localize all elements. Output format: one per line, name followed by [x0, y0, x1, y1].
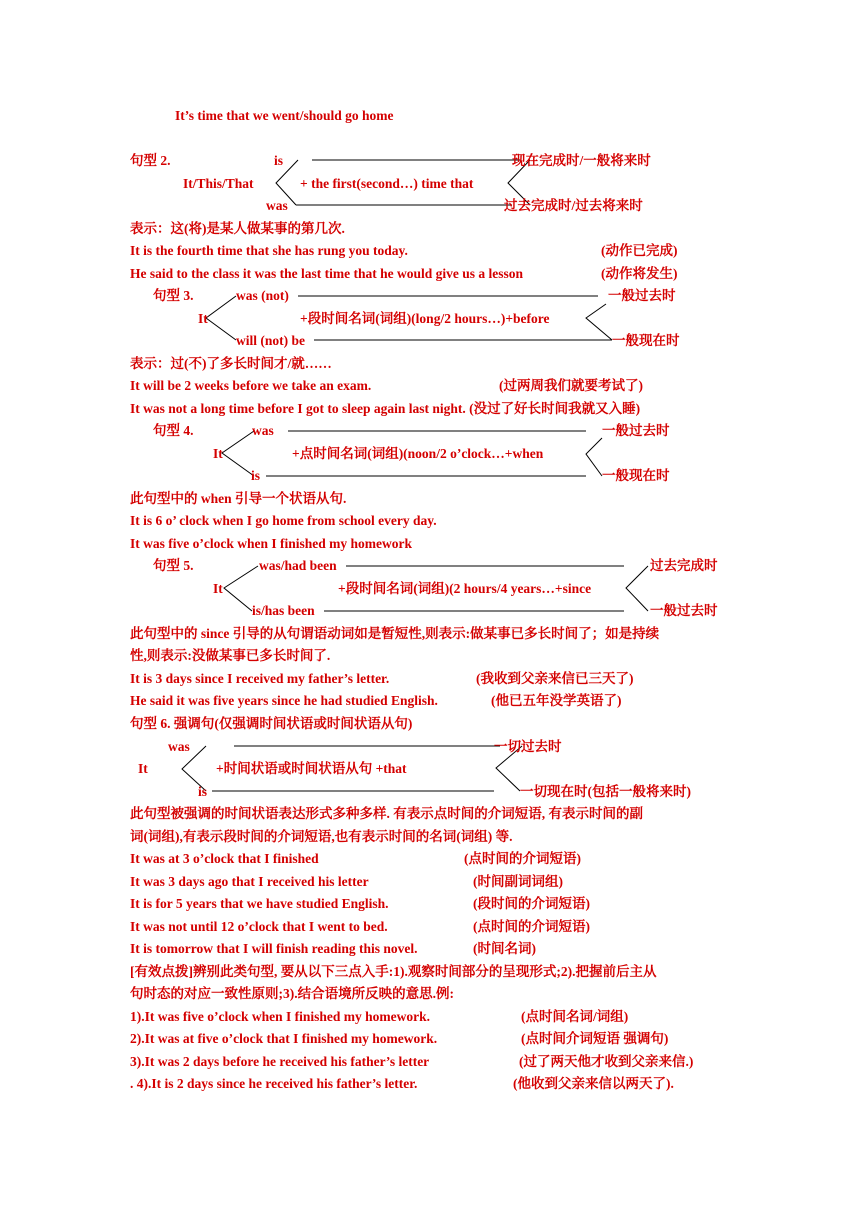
p2-example-1: It is the fourth time that she has rung you today. — [130, 243, 408, 258]
p5-bottom: is/has been — [252, 603, 315, 618]
tips-example-2-note: (点时间介词短语 强调句) — [521, 1031, 669, 1046]
p3-right-bracket — [586, 304, 612, 340]
p4-note: 此句型中的 when 引导一个状语从句. — [130, 491, 347, 506]
p6-example-2-note: (时间副词词组) — [473, 874, 563, 889]
p5-right-bottom: 一般过去时 — [650, 603, 718, 618]
p5-top: was/had been — [259, 558, 337, 573]
tips-line-1: [有效点拨]辨别此类句型, 要从以下三点入手:1).观察时间部分的呈现形式;2).把握前后主从 — [130, 964, 657, 979]
tips-example-3-note: (过了两天他才收到父亲来信.) — [519, 1054, 694, 1069]
p6-right-top: 一切过去时 — [494, 739, 562, 754]
p6-example-1-note: (点时间的介词短语) — [464, 851, 581, 866]
p3-label: 句型 3. — [153, 288, 194, 303]
p3-meaning: 表示：过(不)了多长时间才/就…… — [130, 356, 332, 371]
tips-example-1: 1).It was five o’clock when I finished my homework. — [130, 1009, 430, 1024]
p4-right-top: 一般过去时 — [602, 423, 670, 438]
p2-right-bottom: 过去完成时/过去将来时 — [504, 198, 643, 213]
p5-note-line-2: 性,则表示:没做某事已多长时间了. — [130, 648, 331, 663]
p5-example-2-note: (他已五年没学英语了) — [491, 693, 622, 708]
p2-middle: + the first(second…) time that — [300, 176, 474, 191]
p6-example-3-note: (段时间的介词短语) — [473, 896, 590, 911]
p6-right-bottom: 一切现在时(包括一般将来时) — [520, 784, 691, 799]
p2-example-2-note: (动作将发生) — [601, 266, 678, 281]
p6-note-line-2: 词(词组),有表示段时间的介词短语,也有表示时间的名词(词组) 等. — [130, 829, 513, 844]
p5-middle: +段时间名词(词组)(2 hours/4 years…+since — [338, 581, 592, 596]
tips-example-4-note: (他收到父亲来信以两天了). — [513, 1076, 674, 1091]
p6-example-4-note: (点时间的介词短语) — [473, 919, 590, 934]
doc-title: It’s time that we went/should go home — [175, 108, 394, 123]
tips-example-4: . 4).It is 2 days since he received his father’s letter. — [130, 1076, 418, 1091]
p2-subject: It/This/That — [183, 176, 254, 191]
tips-line-2: 句时态的对应一致性原则;3).结合语境所反映的意思.例: — [130, 986, 454, 1001]
p4-example-1: It is 6 o’ clock when I go home from school every day. — [130, 513, 437, 528]
p3-top: was (not) — [236, 288, 289, 303]
p4-right-bracket — [586, 438, 602, 476]
p2-example-2: He said to the class it was the last time that he would give us a lesson — [130, 266, 524, 281]
p5-note-line-1: 此句型中的 since 引导的从句谓语动词如是暂短性,则表示:做某事已多长时间了；如是持续 — [130, 626, 660, 641]
p5-example-1: It is 3 days since I received my father’s letter. — [130, 671, 390, 686]
p6-example-5: It is tomorrow that I will finish reading this novel. — [130, 941, 418, 956]
p4-subject: It — [213, 446, 223, 461]
p5-label: 句型 5. — [153, 558, 194, 573]
p6-example-2: It was 3 days ago that I received his letter — [130, 874, 369, 889]
p4-top: was — [252, 423, 274, 438]
p3-example-1-note: (过两周我们就要考试了) — [499, 378, 643, 393]
p4-left-bracket — [222, 431, 254, 476]
p5-example-1-note: (我收到父亲来信已三天了) — [476, 671, 634, 686]
p5-example-2: He said it was five years since he had studied English. — [130, 693, 438, 708]
p4-bottom: is — [251, 468, 261, 483]
p3-bottom: will (not) be — [236, 333, 305, 348]
p2-label: 句型 2. — [130, 153, 171, 168]
p6-note-line-1: 此句型被强调的时间状语表达形式多种多样. 有表示点时间的介词短语, 有表示时间的副 — [130, 806, 643, 821]
p4-right-bottom: 一般现在时 — [602, 468, 670, 483]
p2-meaning: 表示：这(将)是某人做某事的第几次. — [130, 221, 345, 236]
p3-subject: It — [198, 311, 208, 326]
p6-bottom: is — [198, 784, 208, 799]
p6-example-1: It was at 3 o’clock that I finished — [130, 851, 319, 866]
p6-subject: It — [138, 761, 148, 776]
p5-right-bracket — [626, 566, 648, 611]
tips-example-3: 3).It was 2 days before he received his father’s letter — [130, 1054, 430, 1069]
p4-label: 句型 4. — [153, 423, 194, 438]
tips-example-1-note: (点时间名词/词组) — [521, 1009, 629, 1024]
p3-example-1: It will be 2 weeks before we take an exam. — [130, 378, 372, 393]
p3-right-top: 一般过去时 — [608, 288, 676, 303]
p3-middle: +段时间名词(词组)(long/2 hours…)+before — [300, 311, 550, 326]
p2-right-top: 现在完成时/一般将来时 — [512, 153, 651, 168]
p2-is: is — [274, 153, 284, 168]
p3-example-2: It was not a long time before I got to sleep again last night. (没过了好长时间我就又入睡) — [130, 401, 641, 416]
p6-example-4: It was not until 12 o’clock that I went to bed. — [130, 919, 388, 934]
p2-example-1-note: (动作已完成) — [601, 243, 678, 258]
p6-example-5-note: (时间名词) — [473, 941, 536, 956]
p4-example-2: It was five o’clock when I finished my homework — [130, 536, 412, 551]
tips-example-2: 2).It was at five o’clock that I finished my homework. — [130, 1031, 438, 1046]
p6-example-3: It is for 5 years that we have studied English. — [130, 896, 389, 911]
p5-subject: It — [213, 581, 223, 596]
p4-middle: +点时间名词(词组)(noon/2 o’clock…+when — [292, 446, 544, 461]
p6-top: was — [168, 739, 190, 754]
p6-middle: +时间状语或时间状语从句 +that — [216, 761, 407, 776]
p5-right-top: 过去完成时 — [650, 558, 718, 573]
p3-left-bracket — [206, 296, 236, 340]
p2-was: was — [266, 198, 288, 213]
p6-label: 句型 6. 强调句(仅强调时间状语或时间状语从句) — [130, 716, 413, 731]
p3-right-bottom: 一般现在时 — [612, 333, 680, 348]
